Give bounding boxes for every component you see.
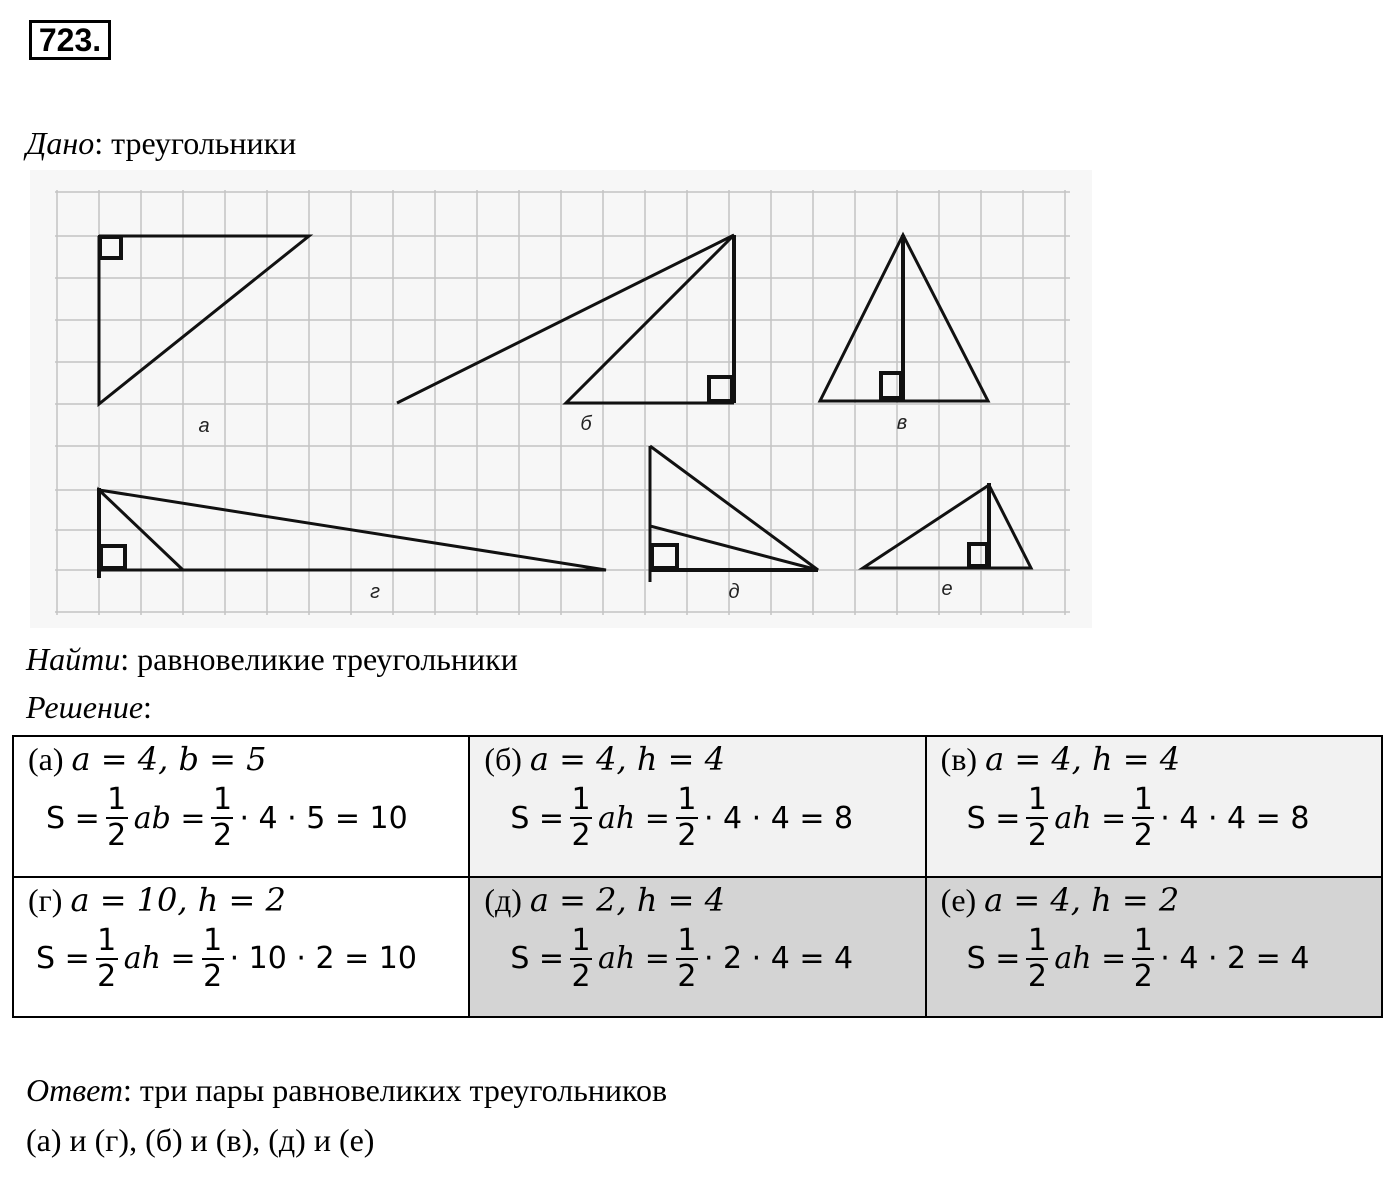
- fraction-denominator: 2: [1027, 958, 1047, 994]
- formula-right: · 2 · 4 = 4: [703, 941, 854, 976]
- fraction-denominator: 2: [212, 818, 233, 853]
- fraction-half: [1026, 783, 1048, 853]
- find-label: Найти: [26, 641, 121, 677]
- fraction-half: [211, 783, 233, 853]
- fraction-numerator: 1: [97, 922, 117, 958]
- fraction-denominator: 2: [571, 958, 591, 994]
- cell-params: [484, 878, 924, 922]
- fraction-denominator: 2: [677, 818, 697, 853]
- area-formula: [484, 783, 924, 853]
- fraction-denominator: 2: [203, 958, 223, 994]
- figure-label-e: е: [941, 578, 953, 600]
- fraction-half: [1132, 924, 1154, 994]
- fraction-denominator: 2: [571, 818, 591, 853]
- cell-e: [926, 877, 1382, 1018]
- figure-label-a: а: [198, 415, 210, 437]
- fraction-half: [106, 783, 128, 853]
- formula-left: S =: [46, 800, 100, 836]
- fraction-denominator: 2: [677, 958, 697, 994]
- fraction-half: [570, 783, 592, 853]
- cell-tag: (б): [484, 741, 522, 777]
- formula-left: S =: [510, 941, 565, 976]
- formula-left: S =: [966, 800, 1021, 836]
- answer-line: [26, 1070, 667, 1110]
- fraction-half: [676, 924, 698, 994]
- fraction-numerator: 1: [571, 922, 591, 958]
- formula-right: · 4 · 2 = 4: [1160, 941, 1310, 976]
- formula-right: · 4 · 5 = 10: [239, 800, 408, 836]
- area-formula: [28, 924, 468, 994]
- formula-right: · 10 · 2 = 10: [229, 941, 417, 976]
- figure-label-g: г: [370, 581, 380, 603]
- cell-values: a = 4, h = 2: [984, 880, 1180, 919]
- solution-text: :: [143, 689, 152, 725]
- fraction-half: [1026, 924, 1048, 994]
- formula-mid: ah =: [598, 941, 670, 976]
- triangles-figure: [30, 170, 1092, 628]
- solution-label: Решение: [26, 689, 144, 725]
- cell-tag: (а): [28, 741, 64, 777]
- answer-pairs: (а) и (г), (б) и (в), (д) и (е): [26, 1122, 375, 1158]
- fraction-half: [96, 924, 118, 994]
- solution-table: [12, 735, 1383, 1018]
- formula-mid: ab =: [133, 800, 206, 836]
- formula-mid: ah =: [123, 941, 196, 976]
- answer-text: : три пары равновеликих треугольников: [123, 1072, 668, 1108]
- cell-a: [13, 736, 469, 877]
- cell-values: a = 4, b = 5: [71, 740, 267, 778]
- fraction-numerator: 1: [1027, 782, 1047, 817]
- cell-tag: (г): [28, 881, 63, 918]
- cell-tag: (е): [940, 881, 977, 918]
- fraction-half: [570, 924, 592, 994]
- fraction-denominator: 2: [107, 818, 127, 853]
- cell-values: a = 4, h = 4: [985, 740, 1181, 778]
- cell-v: [926, 736, 1382, 877]
- problem-number: 723.: [29, 20, 111, 60]
- fraction-denominator: 2: [1027, 818, 1047, 853]
- area-formula: [941, 924, 1381, 994]
- fraction-numerator: 1: [677, 922, 697, 958]
- formula-right: · 4 · 4 = 8: [703, 800, 854, 836]
- formula-mid: ah =: [598, 800, 670, 836]
- fraction-numerator: 1: [212, 782, 233, 817]
- cell-values: a = 4, h = 4: [529, 740, 725, 778]
- fraction-numerator: 1: [203, 922, 223, 958]
- figure-label-v: в: [896, 412, 908, 434]
- fraction-numerator: 1: [571, 782, 591, 817]
- cell-g: [13, 877, 469, 1018]
- fraction-half: [1132, 783, 1154, 853]
- cell-tag: (д): [484, 881, 522, 918]
- answer-label: Ответ: [26, 1072, 123, 1108]
- fraction-numerator: 1: [677, 782, 697, 817]
- cell-values: a = 2, h = 4: [529, 880, 725, 919]
- fraction-half: [202, 924, 224, 994]
- formula-left: S =: [966, 941, 1021, 976]
- formula-right: · 4 · 4 = 8: [1160, 800, 1310, 836]
- formula-left: S =: [36, 941, 90, 976]
- cell-params: [28, 878, 468, 922]
- area-formula: [28, 783, 468, 853]
- fraction-numerator: 1: [1027, 922, 1047, 958]
- cell-params: [484, 737, 924, 781]
- solution-line: [26, 687, 152, 727]
- fraction-denominator: 2: [1133, 958, 1153, 994]
- given-label: Дано: [26, 125, 95, 161]
- area-formula: [484, 924, 924, 994]
- cell-values: a = 10, h = 2: [70, 880, 286, 919]
- cell-b: [469, 736, 925, 877]
- cell-params: [28, 737, 468, 781]
- formula-mid: ah =: [1054, 941, 1127, 976]
- fraction-denominator: 2: [97, 958, 117, 994]
- figure-label-d: д: [728, 581, 740, 603]
- given-line: [26, 123, 296, 163]
- find-line: [26, 639, 518, 679]
- cell-d: [469, 877, 925, 1018]
- area-formula: [941, 783, 1381, 853]
- cell-tag: (в): [940, 741, 978, 777]
- figure-label-b: б: [580, 413, 592, 435]
- fraction-half: [676, 783, 698, 853]
- cell-params: [941, 737, 1381, 781]
- cell-params: [941, 878, 1381, 922]
- formula-left: S =: [510, 800, 565, 836]
- fraction-denominator: 2: [1133, 818, 1153, 853]
- formula-mid: ah =: [1054, 800, 1127, 836]
- fraction-numerator: 1: [1133, 922, 1153, 958]
- find-text: : равновеликие треугольники: [120, 641, 518, 677]
- fraction-numerator: 1: [1133, 782, 1153, 817]
- given-text: : треугольники: [94, 125, 297, 161]
- fraction-numerator: 1: [107, 782, 127, 817]
